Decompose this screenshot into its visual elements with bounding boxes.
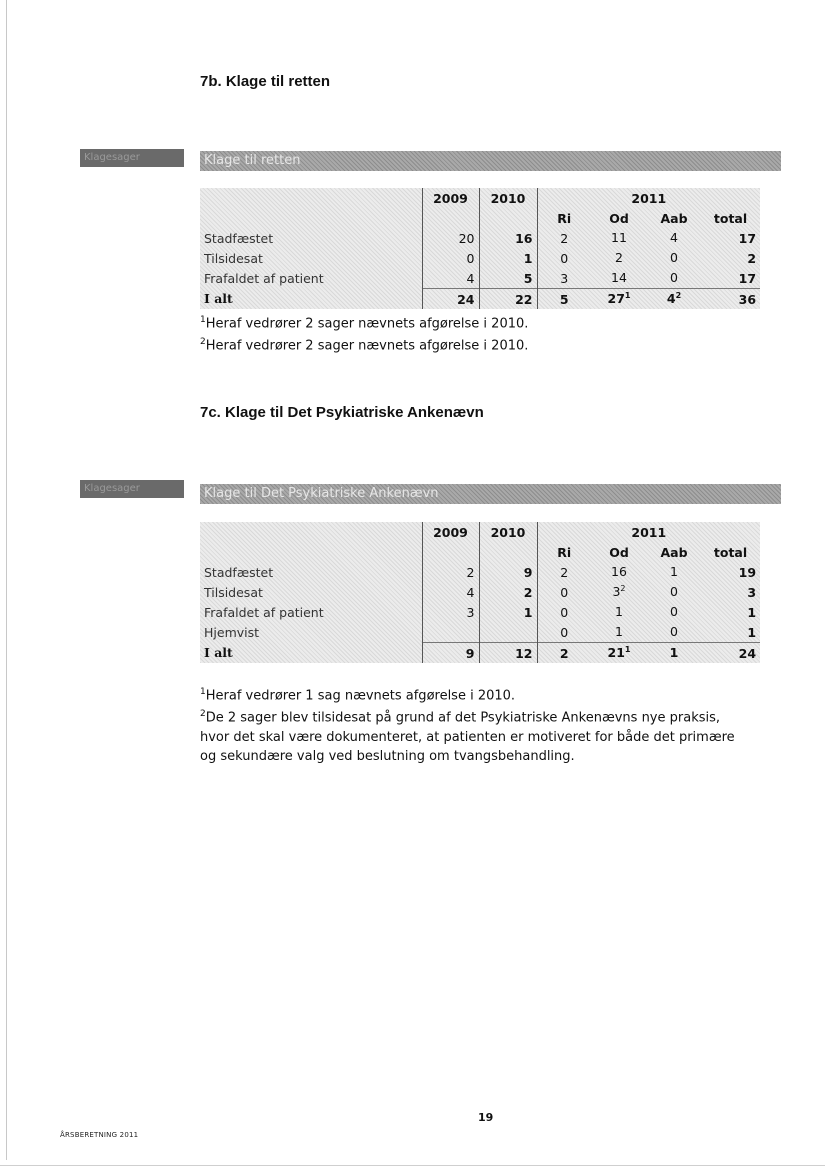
cell-2009: 20 xyxy=(422,228,479,248)
side-tag-7b: Klagesager xyxy=(80,149,184,167)
section-heading-7c: 7c. Klage til Det Psykiatriske Ankenævn xyxy=(200,404,484,421)
footnote: $^2$De 2 sager blev tilsidesat på grund af det Psykiatriske Ankenævns nye praksis, hvor det skal være dokumenteret, at patienten er motiveret for både det primære og sekundære valg ved beslutning om tvangsbehandling. xyxy=(200,709,735,764)
cell-2010: 12 xyxy=(479,643,537,664)
table-klage-til-ankenaevn xyxy=(200,522,760,663)
section-band-7b: Klage til retten xyxy=(200,151,781,171)
cell-aab: 1 xyxy=(647,643,701,664)
year-header-row xyxy=(200,522,760,542)
row-label: I alt xyxy=(204,645,233,661)
cell-total: 1 xyxy=(747,624,757,640)
section-band-7c: Klage til Det Psykiatriske Ankenævn xyxy=(200,484,781,504)
table-row xyxy=(200,268,760,289)
cell-2010: 1 xyxy=(479,602,537,622)
year-header-2011: 2011 xyxy=(631,190,667,206)
footnotes-7b xyxy=(200,311,760,356)
row-label: I alt xyxy=(204,291,233,307)
page-number: 19 xyxy=(478,1111,494,1124)
cell-od: 11 xyxy=(611,230,627,246)
cell-aab: 4 xyxy=(670,230,678,246)
cell-2009: 0 xyxy=(422,248,479,268)
cell-aab: 0 xyxy=(670,270,678,286)
row-label: Frafaldet af patient xyxy=(204,270,324,286)
cell-2009: 2 xyxy=(422,562,479,582)
table-row xyxy=(200,228,760,248)
total-row xyxy=(200,643,760,664)
cell-ri: 0 xyxy=(560,604,569,620)
cell-2010: 22 xyxy=(479,289,537,310)
row-label: Hjemvist xyxy=(204,624,260,640)
cell-total: 24 xyxy=(701,643,760,664)
cell-2010: 9 xyxy=(479,562,537,582)
year-header-2011: 2011 xyxy=(631,524,667,540)
year-header-2009: 2009 xyxy=(422,522,479,542)
cell-total: 3 xyxy=(747,584,757,600)
cell-ri: 0 xyxy=(560,250,569,266)
table-row xyxy=(200,602,760,622)
row-label: Tilsidesat xyxy=(204,250,263,266)
table-row xyxy=(200,622,760,643)
cell-2009: 3 xyxy=(422,602,479,622)
footnote: $^1$Heraf vedrører 1 sag nævnets afgørelse i 2010. xyxy=(200,687,516,704)
cell-total: 19 xyxy=(738,564,757,580)
cell-2010: 5 xyxy=(479,268,537,289)
row-label: Stadfæstet xyxy=(204,564,274,580)
table-row xyxy=(200,582,760,602)
cell-od: 1 xyxy=(615,624,623,640)
cell-ri: 2 xyxy=(560,230,569,246)
sub-header-row xyxy=(200,208,760,228)
page-edge-rule xyxy=(6,0,7,1160)
cell-2009: 24 xyxy=(422,289,479,310)
cell-ri: 2 xyxy=(537,643,591,664)
sub-header-aab: Aab xyxy=(660,210,688,226)
cell-ri: 2 xyxy=(560,564,569,580)
cell-total: 2 xyxy=(747,250,757,266)
row-label: Tilsidesat xyxy=(204,584,263,600)
cell-2009: 4 xyxy=(422,268,479,289)
year-header-2010: 2010 xyxy=(479,522,537,542)
cell-aab: $4^2$ xyxy=(647,289,701,310)
footnote: $^1$Heraf vedrører 2 sager nævnets afgørelse i 2010. xyxy=(200,315,529,332)
cell-ri: 3 xyxy=(560,270,569,286)
cell-od: $27^1$ xyxy=(591,289,647,310)
cell-aab: 0 xyxy=(670,250,678,266)
sub-header-total: total xyxy=(713,544,748,560)
page-bottom-rule xyxy=(0,1165,825,1166)
footnotes-7c xyxy=(200,683,745,766)
cell-ri: 0 xyxy=(560,624,569,640)
cell-total: 36 xyxy=(701,289,760,310)
total-row xyxy=(200,289,760,310)
year-header-2010: 2010 xyxy=(479,188,537,208)
cell-od: 14 xyxy=(611,270,627,286)
table-row xyxy=(200,248,760,268)
cell-aab: 0 xyxy=(670,624,678,640)
cell-od: $21^1$ xyxy=(591,643,647,664)
cell-ri: 5 xyxy=(537,289,591,310)
cell-2009: 9 xyxy=(422,643,479,664)
sub-header-ri: Ri xyxy=(557,544,572,560)
footnote: $^2$Heraf vedrører 2 sager nævnets afgørelse i 2010. xyxy=(200,337,529,354)
cell-ri: 0 xyxy=(560,584,569,600)
cell-2010 xyxy=(479,622,537,643)
sub-header-row xyxy=(200,542,760,562)
cell-2009 xyxy=(422,622,479,643)
year-header-row xyxy=(200,188,760,208)
sub-header-od: Od xyxy=(609,544,629,560)
report-label: ÅRSBERETNING 2011 xyxy=(60,1131,139,1139)
cell-2010: 2 xyxy=(479,582,537,602)
cell-2009: 4 xyxy=(422,582,479,602)
cell-total: 1 xyxy=(747,604,757,620)
cell-aab: 0 xyxy=(670,604,678,620)
cell-2010: 16 xyxy=(479,228,537,248)
sub-header-total: total xyxy=(713,210,748,226)
cell-od: 2 xyxy=(615,250,623,266)
table-klage-til-retten xyxy=(200,188,760,309)
side-tag-7c: Klagesager xyxy=(80,480,184,498)
row-label: Stadfæstet xyxy=(204,230,274,246)
year-header-2009: 2009 xyxy=(422,188,479,208)
row-label: Frafaldet af patient xyxy=(204,604,324,620)
sub-header-ri: Ri xyxy=(557,210,572,226)
cell-aab: 0 xyxy=(670,584,678,600)
cell-aab: 1 xyxy=(670,564,678,580)
sub-header-aab: Aab xyxy=(660,544,688,560)
section-heading-7b: 7b. Klage til retten xyxy=(200,73,331,90)
cell-od: $3^2$ xyxy=(612,584,626,600)
cell-2010: 1 xyxy=(479,248,537,268)
table-row xyxy=(200,562,760,582)
sub-header-od: Od xyxy=(609,210,629,226)
cell-total: 17 xyxy=(738,230,757,246)
cell-total: 17 xyxy=(738,270,757,286)
cell-od: 1 xyxy=(615,604,623,620)
cell-od: 16 xyxy=(611,564,627,580)
